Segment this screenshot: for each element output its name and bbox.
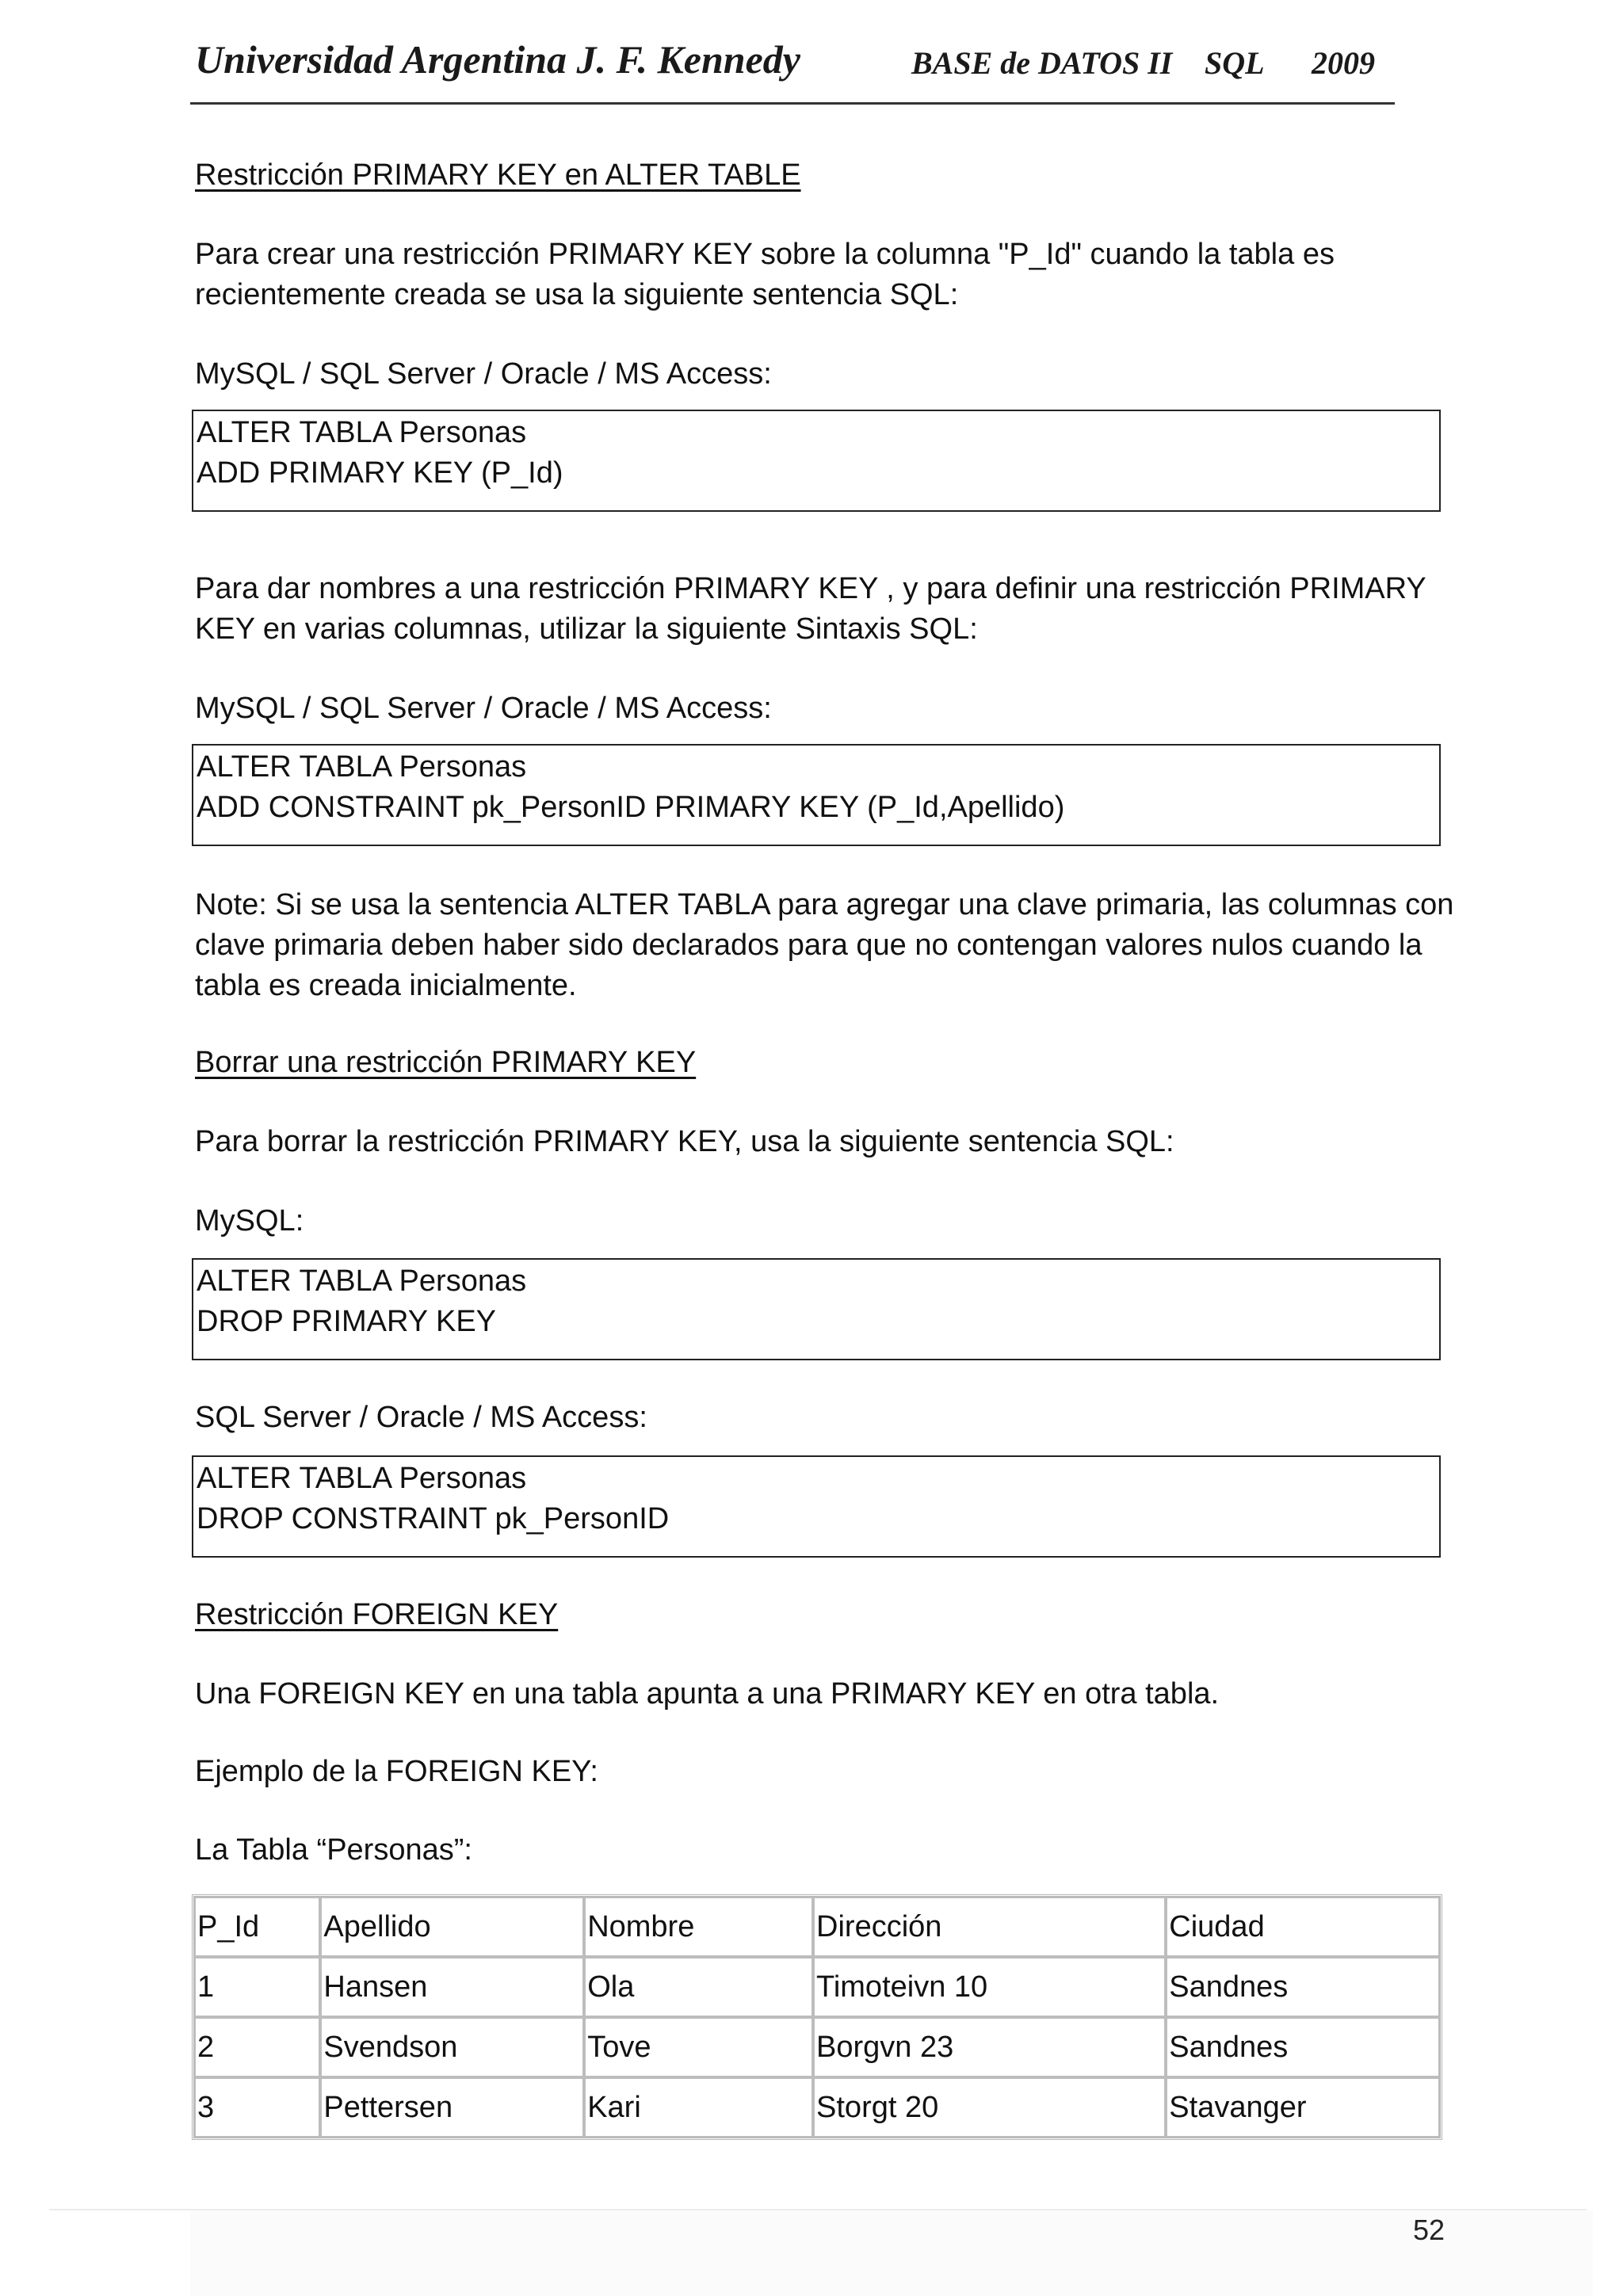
table-row	[194, 1957, 1440, 2017]
code-box	[192, 1258, 1441, 1360]
note-line: clave primaria deben haber sido declarados para que no contengan valores nulos cuando la	[195, 929, 1423, 962]
code-box	[192, 410, 1441, 512]
code-line: ALTER TABLA Personas	[197, 1462, 527, 1495]
code-line: ALTER TABLA Personas	[197, 416, 527, 449]
subject-title: SQL	[1205, 45, 1265, 81]
table-header-cell: Nombre	[584, 1897, 813, 1957]
table-cell: Pettersen	[320, 2077, 584, 2138]
db-label: SQL Server / Oracle / MS Access:	[195, 1401, 647, 1434]
table-cell: Stavanger	[1166, 2077, 1440, 2138]
db-label: MySQL:	[195, 1204, 304, 1238]
note-line: tabla es creada inicialmente.	[195, 969, 577, 1002]
paragraph-line: KEY en varias columnas, utilizar la siguiente Sintaxis SQL:	[195, 612, 978, 646]
page-number: 52	[1412, 2214, 1445, 2246]
code-box	[192, 1455, 1441, 1558]
table-cell: 2	[194, 2017, 320, 2077]
table-row	[194, 2017, 1440, 2077]
note-line: Note: Si se usa la sentencia ALTER TABLA para agregar una clave primaria, las columnas con	[195, 888, 1454, 921]
table-cell: Timoteivn 10	[813, 1957, 1166, 2017]
table-cell: 1	[194, 1957, 320, 2017]
course-title: BASE de DATOS II	[911, 45, 1173, 81]
personas-table	[192, 1894, 1442, 2140]
table-cell: Ola	[584, 1957, 813, 2017]
paragraph-line: Para dar nombres a una restricción PRIMARY KEY , y para definir una restricción PRIMARY	[195, 572, 1426, 605]
table-header-cell: Ciudad	[1166, 1897, 1440, 1957]
code-box	[192, 744, 1441, 846]
university-title: Universidad Argentina J. F. Kennedy	[195, 37, 800, 82]
table-header-cell: P_Id	[194, 1897, 320, 1957]
section-heading-drop-primary-key: Borrar una restricción PRIMARY KEY	[195, 1046, 697, 1079]
footer-area	[190, 2210, 1593, 2296]
db-label: MySQL / SQL Server / Oracle / MS Access:	[195, 692, 772, 725]
table-cell: Borgvn 23	[813, 2017, 1166, 2077]
table-cell: Sandnes	[1166, 1957, 1440, 2017]
table-header-row	[194, 1897, 1440, 1957]
paragraph-line: Una FOREIGN KEY en una tabla apunta a una PRIMARY KEY en otra tabla.	[195, 1677, 1220, 1711]
paragraph-line: Para crear una restricción PRIMARY KEY sobre la columna "P_Id" cuando la tabla es	[195, 238, 1335, 271]
table-cell: Hansen	[320, 1957, 584, 2017]
code-line: ALTER TABLA Personas	[197, 1264, 527, 1298]
table-caption: La Tabla “Personas”:	[195, 1833, 472, 1867]
table-cell: Kari	[584, 2077, 813, 2138]
section-heading-primary-key-alter: Restricción PRIMARY KEY en ALTER TABLE	[195, 158, 801, 192]
code-line: ALTER TABLA Personas	[197, 750, 527, 784]
paragraph-line: Para borrar la restricción PRIMARY KEY, usa la siguiente sentencia SQL:	[195, 1125, 1174, 1158]
paragraph-line: recientemente creada se usa la siguiente sentencia SQL:	[195, 278, 959, 311]
code-line: ADD PRIMARY KEY (P_Id)	[197, 456, 563, 490]
table-header-cell: Apellido	[320, 1897, 584, 1957]
db-label: MySQL / SQL Server / Oracle / MS Access:	[195, 357, 772, 391]
table-cell: Tove	[584, 2017, 813, 2077]
table-cell: Svendson	[320, 2017, 584, 2077]
section-heading-foreign-key: Restricción FOREIGN KEY	[195, 1598, 559, 1631]
code-line: ADD CONSTRAINT pk_PersonID PRIMARY KEY (P_Id,Apellido)	[197, 791, 1065, 824]
code-line: DROP CONSTRAINT pk_PersonID	[197, 1502, 670, 1535]
code-line: DROP PRIMARY KEY	[197, 1305, 497, 1338]
footer-divider	[49, 2209, 1587, 2210]
example-label: Ejemplo de la FOREIGN KEY:	[195, 1755, 598, 1788]
table-header-cell: Dirección	[813, 1897, 1166, 1957]
table-cell: 3	[194, 2077, 320, 2138]
table-cell: Sandnes	[1166, 2017, 1440, 2077]
table-cell: Storgt 20	[813, 2077, 1166, 2138]
table-row	[194, 2077, 1440, 2138]
year-label: 2009	[1312, 45, 1375, 81]
header-divider	[190, 102, 1395, 105]
